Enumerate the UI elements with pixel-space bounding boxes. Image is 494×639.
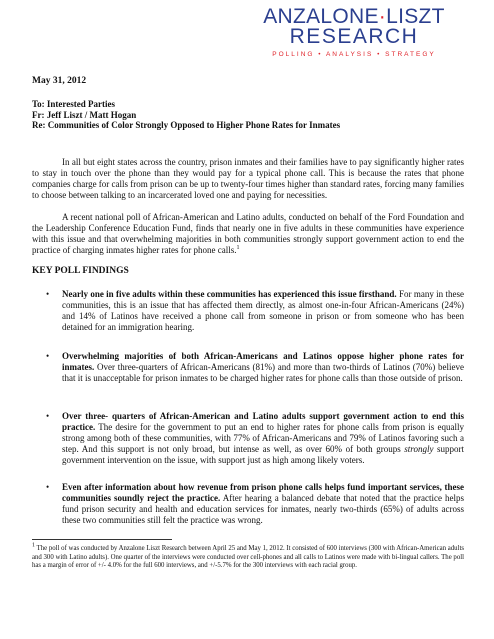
memo-to: To: Interested Parties — [32, 99, 115, 109]
memo-subject: Re: Communities of Color Strongly Opposed to Higher Phone Rates for Inmates — [32, 120, 341, 131]
key-findings-heading: KEY POLL FINDINGS — [32, 266, 129, 276]
memo-header — [32, 99, 340, 131]
finding-text — [62, 411, 464, 466]
logo-dot: · — [378, 5, 387, 28]
finding-text — [62, 482, 464, 526]
emphasis-text: strongly — [404, 444, 434, 454]
footnote-ref: 1 — [236, 245, 240, 251]
finding-item — [32, 351, 464, 384]
poll-summary-text: A recent national poll of African-American and Latino adults, conducted on behalf of the Ford Foundation and the Leadership Conference Education Fund, finds that nearly one in five adults in these communities have experience with this issue and that overwhelming majorities in both communities strongly support government action to end the practice of charging inmates higher rates for phone calls. — [32, 212, 464, 255]
finding-headline: Over three- quarters of African-American and Latino adults support government action to end this practice. — [62, 411, 464, 432]
finding-item — [32, 289, 464, 333]
company-logo — [236, 6, 472, 68]
finding-detail-cont: support government intervention on the issue, with support just as high among likely voters. — [62, 444, 465, 465]
finding-detail: After hearing a balanced debate that noted that the practice helps fund prison security and health and education services for inmates, nearly two-thirds (65%) of adults across these two communities still felt the practice was wrong. — [62, 493, 464, 525]
intro-paragraph: In all but eight states across the country, prison inmates and their families have to pay significantly higher rates to stay in touch over the phone than they would pay for a typical phone call. This is because the rates that phone companies charge for calls from prison can be up to twenty-four times higher than standard rates, forcing many families to choose between talking to an incarcerated loved one and paying for necessities. — [32, 157, 464, 200]
finding-detail: For many in these communities, this is an issue that has affected them directly, as almost one-in-four African-Americans (24%) and 14% of Latinos have received a phone call from someone in prison or from someone who has been detained for an immigration hearing. — [62, 289, 464, 332]
finding-headline: Overwhelming majorities of both African-Americans and Latinos oppose higher phone rates for inmates. — [62, 351, 464, 372]
poll-summary-paragraph — [32, 212, 464, 256]
memo-date: May 31, 2012 — [32, 76, 87, 86]
finding-item — [32, 411, 464, 466]
finding-detail: The desire for the government to put an end to higher rates for phone calls from prison is equally strong among both of these communities, with 77% of African-Americans and 79% of Latinos favoring such a step. And this support is not only broad, but intense as well, as over 60% of both groups — [62, 422, 464, 454]
logo-tagline: POLLING • ANALYSIS • STRATEGY — [272, 51, 436, 58]
finding-headline: Nearly one in five adults within these communities has experienced this issue firsthand. — [62, 289, 397, 299]
footnote-text: The poll of was conducted by Anzalone Liszt Research between April 25 and May 1, 2012. It consisted of 600 interviews (300 with African-American adults and 300 with Latino adults). One quarter of the interviews were conducted over cell-phones and all calls to Latinos were made with bi-lingual callers. The poll has a margin of error of +/- 4.0% for the full 600 interviews, and +/-5.7% for the 300 interviews with each racial group. — [32, 545, 464, 570]
logo-word-anzalone: ANZALONE — [263, 5, 379, 28]
bullet-icon: • — [46, 289, 50, 299]
logo-line-2: RESEARCH — [289, 25, 419, 48]
finding-headline: Even after information about how revenue from prison phone calls helps fund important services, these communities soundly reject the practice. — [62, 482, 464, 503]
footnote — [32, 542, 464, 571]
memo-from: Fr: Jeff Liszt / Matt Hogan — [32, 109, 137, 120]
finding-detail: Over three-quarters of African-Americans (81%) and more than two-thirds of Latinos (70%) believe that it is unacceptable for prison inmates to be charged higher rates for phone calls than those outside of prison. — [62, 362, 464, 383]
finding-text — [62, 289, 464, 333]
bullet-icon: • — [46, 351, 50, 361]
finding-text — [62, 351, 464, 384]
footnote-divider — [32, 539, 172, 540]
bullet-icon: • — [46, 482, 50, 492]
logo-word-liszt: LISZT — [386, 5, 445, 28]
finding-item — [32, 482, 464, 526]
footnote-number: 1 — [32, 542, 35, 549]
bullet-icon: • — [46, 411, 50, 421]
